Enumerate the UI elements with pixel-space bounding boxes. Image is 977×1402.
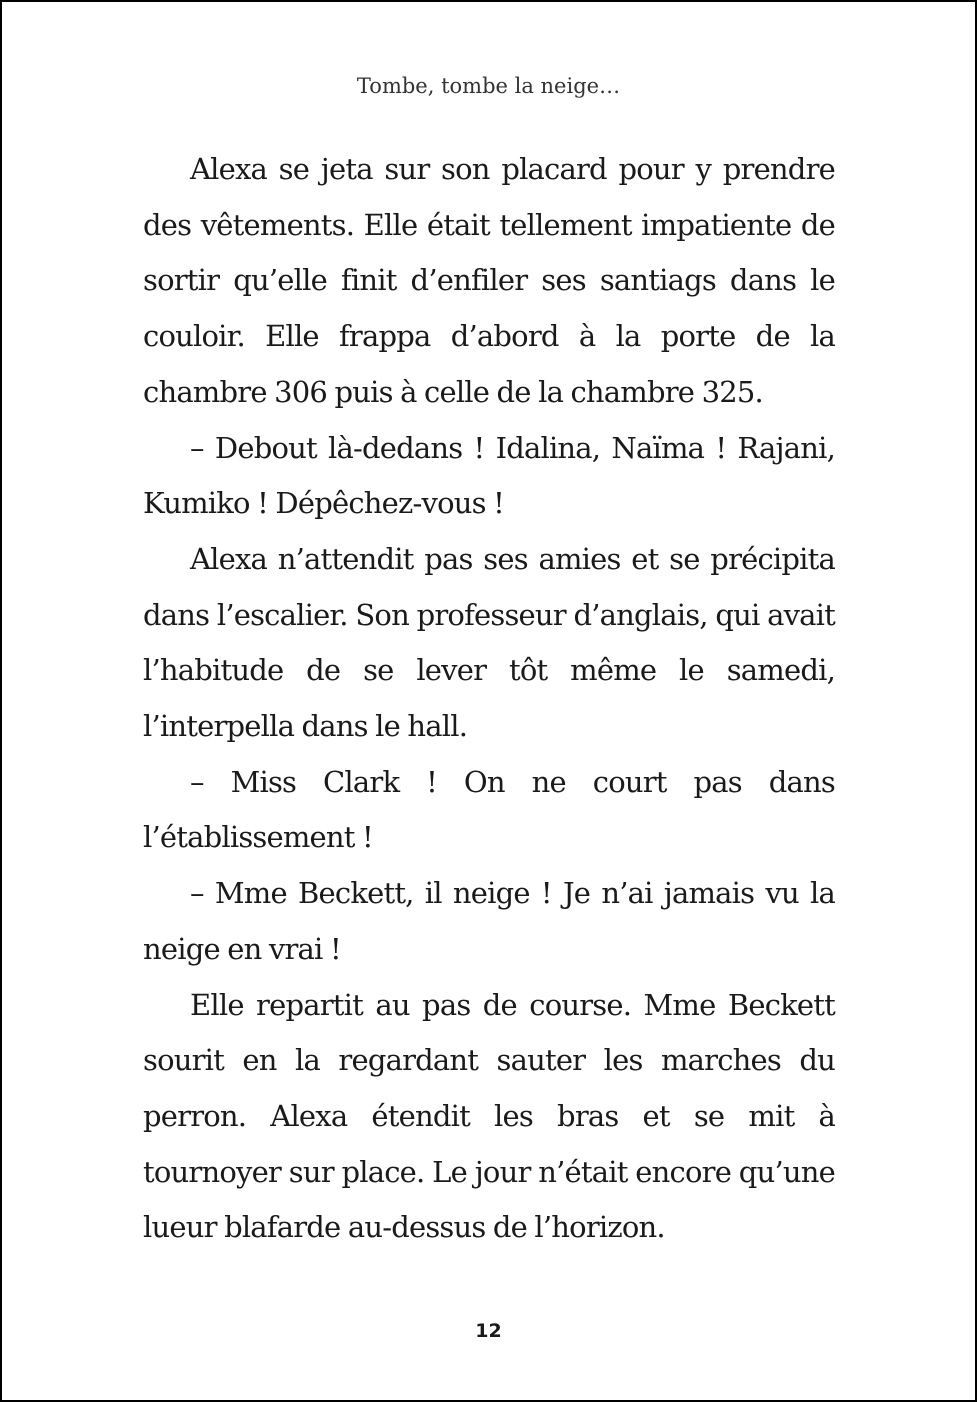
paragraph: Alexa n’attendit pas ses amies et se précipita dans l’escalier. Son professeur d’anglais, qui avait l’habitude de se lever tôt même le samedi, l’interpella dans le hall. <box>143 541 835 744</box>
paragraph: – Mme Beckett, il neige ! Je n’ai jamais vu la neige en vrai ! <box>143 876 835 966</box>
paragraph: – Debout là-dedans ! Idalina, Naïma ! Rajani, Kumiko ! Dépêchez-vous ! <box>143 430 835 521</box>
running-head: Tombe, tombe la neige… <box>356 74 621 98</box>
paragraph: Alexa se jeta sur son placard pour y prendre des vêtements. Elle était tellement impatiente de sortir qu’elle finit d’enfiler ses santiags dans le couloir. Elle frappa d’abord à la porte de la chambre 306 puis à celle de la chambre 325. <box>143 152 835 409</box>
page-number: 12 <box>475 1320 502 1342</box>
paragraph: – Miss Clark ! On ne court pas dans l’établissement ! <box>143 764 835 855</box>
body-text <box>143 142 835 1256</box>
paragraph: Elle repartit au pas de course. Mme Beckett sourit en la regardant sauter les marches du perron. Alexa étendit les bras et se mit à tournoyer sur place. Le jour n’était encore qu’une lueur blafarde au-dessus de l’horizon. <box>143 987 835 1245</box>
